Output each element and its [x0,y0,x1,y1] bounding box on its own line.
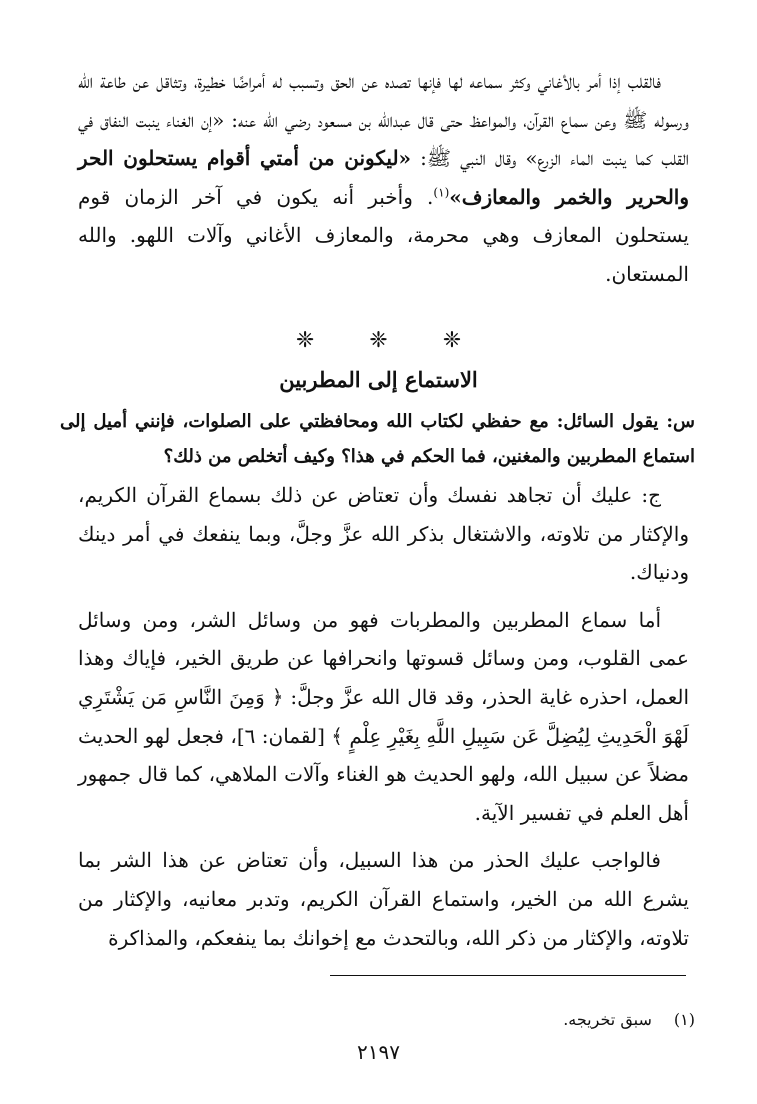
footnote [563,1008,695,1032]
answer-block [78,476,689,957]
answer-paragraph-3: فالواجب عليك الحذر من هذا السبيل، وأن تعتاض عن هذا الشر بما يشرع الله من الخير، واستماع القرآن الكريم، وتدبر معانيه، والإكثار من تلاوته، والإكثار من ذكر الله، وبالتحدث مع إخوانك بما ينفعكم، والمذاكرة [78,848,689,950]
separator-star: ❈ [442,328,462,353]
opening-text-block [78,62,689,294]
separator-star: ❈ [369,328,388,353]
separator-star: ❈ [295,328,315,353]
answer-paragraph-1: ج: عليك أن تجاهد نفسك وأن تعتاض عن ذلك بسماع القرآن الكريم، والإكثار من تلاوته، والاشتغال بذكر الله عزَّ وجلَّ، وبما ينفعك في أمر دينك ودنياك. [78,483,689,585]
opening-paragraph [78,62,689,294]
section-separator [0,328,757,354]
section-heading: الاستماع إلى المطربين [279,367,478,392]
opening-paragraph-part2: . وأخبر أنه يكون في آخر الزمان قوم يستحلون المعازف وهي محرمة، والمعازف الأغاني وآلات اللهو. والله المستعان. [78,184,689,286]
footnote-reference: (١) [433,185,450,200]
footnote-divider [330,975,686,976]
hadith-quote: «ليكونن من أمتي أقوام يستحلون الحر والحرير والخمر والمعازف» [78,146,690,209]
opening-paragraph-part1: فالقلب إذا أمر بالأغاني وكثر سماعه لها فإنها تصده عن الحق وتسبب له أمراضًا خطيرة، وتثاقل عن طاعة الله ورسوله ﷺ وعن سماع القرآن، والمواعظ حتى قال عبدالله بن مسعود رضي الله عنه: «إن الغناء ينبت النفاق في القلب كما ينبت الماء الزرع» وقال النبي ﷺ: [78,69,689,171]
page-number: ٢١٩٧ [357,1040,400,1064]
question-text: س: يقول السائل: مع حفظي لكتاب الله ومحافظتي على الصلوات، فإنني أميل إلى استماع المطربين والمغنين، فما الحكم في هذا؟ وكيف أتخلص من ذلك؟ [60,411,695,467]
answer-paragraph-2: أما سماع المطربين والمطربات فهو من وسائل الشر، ومن وسائل عمى القلوب، ومن وسائل قسوتها وانحرافها عن طريق الخير، فإياك وهذا العمل، احذره غاية الحذر، وقد قال الله عزَّ وجلَّ: ﴿ وَمِنَ النَّاسِ مَن يَشْتَرِي لَهْوَ الْحَدِيثِ لِيُضِلَّ عَن سَبِيلِ اللَّهِ بِغَيْرِ عِلْمٍ ﴾ [لقمان: ٦]، فجعل لهو الحديث مضلاً عن سبيل الله، ولهو الحديث هو الغناء وآلات الملاهي، كما قال جمهور أهل العلم في تفسير الآية. [78,607,689,825]
footnote-number: (١) [673,1010,695,1029]
footnote-text: سبق تخريجه. [563,1010,652,1029]
question-block [60,404,695,474]
